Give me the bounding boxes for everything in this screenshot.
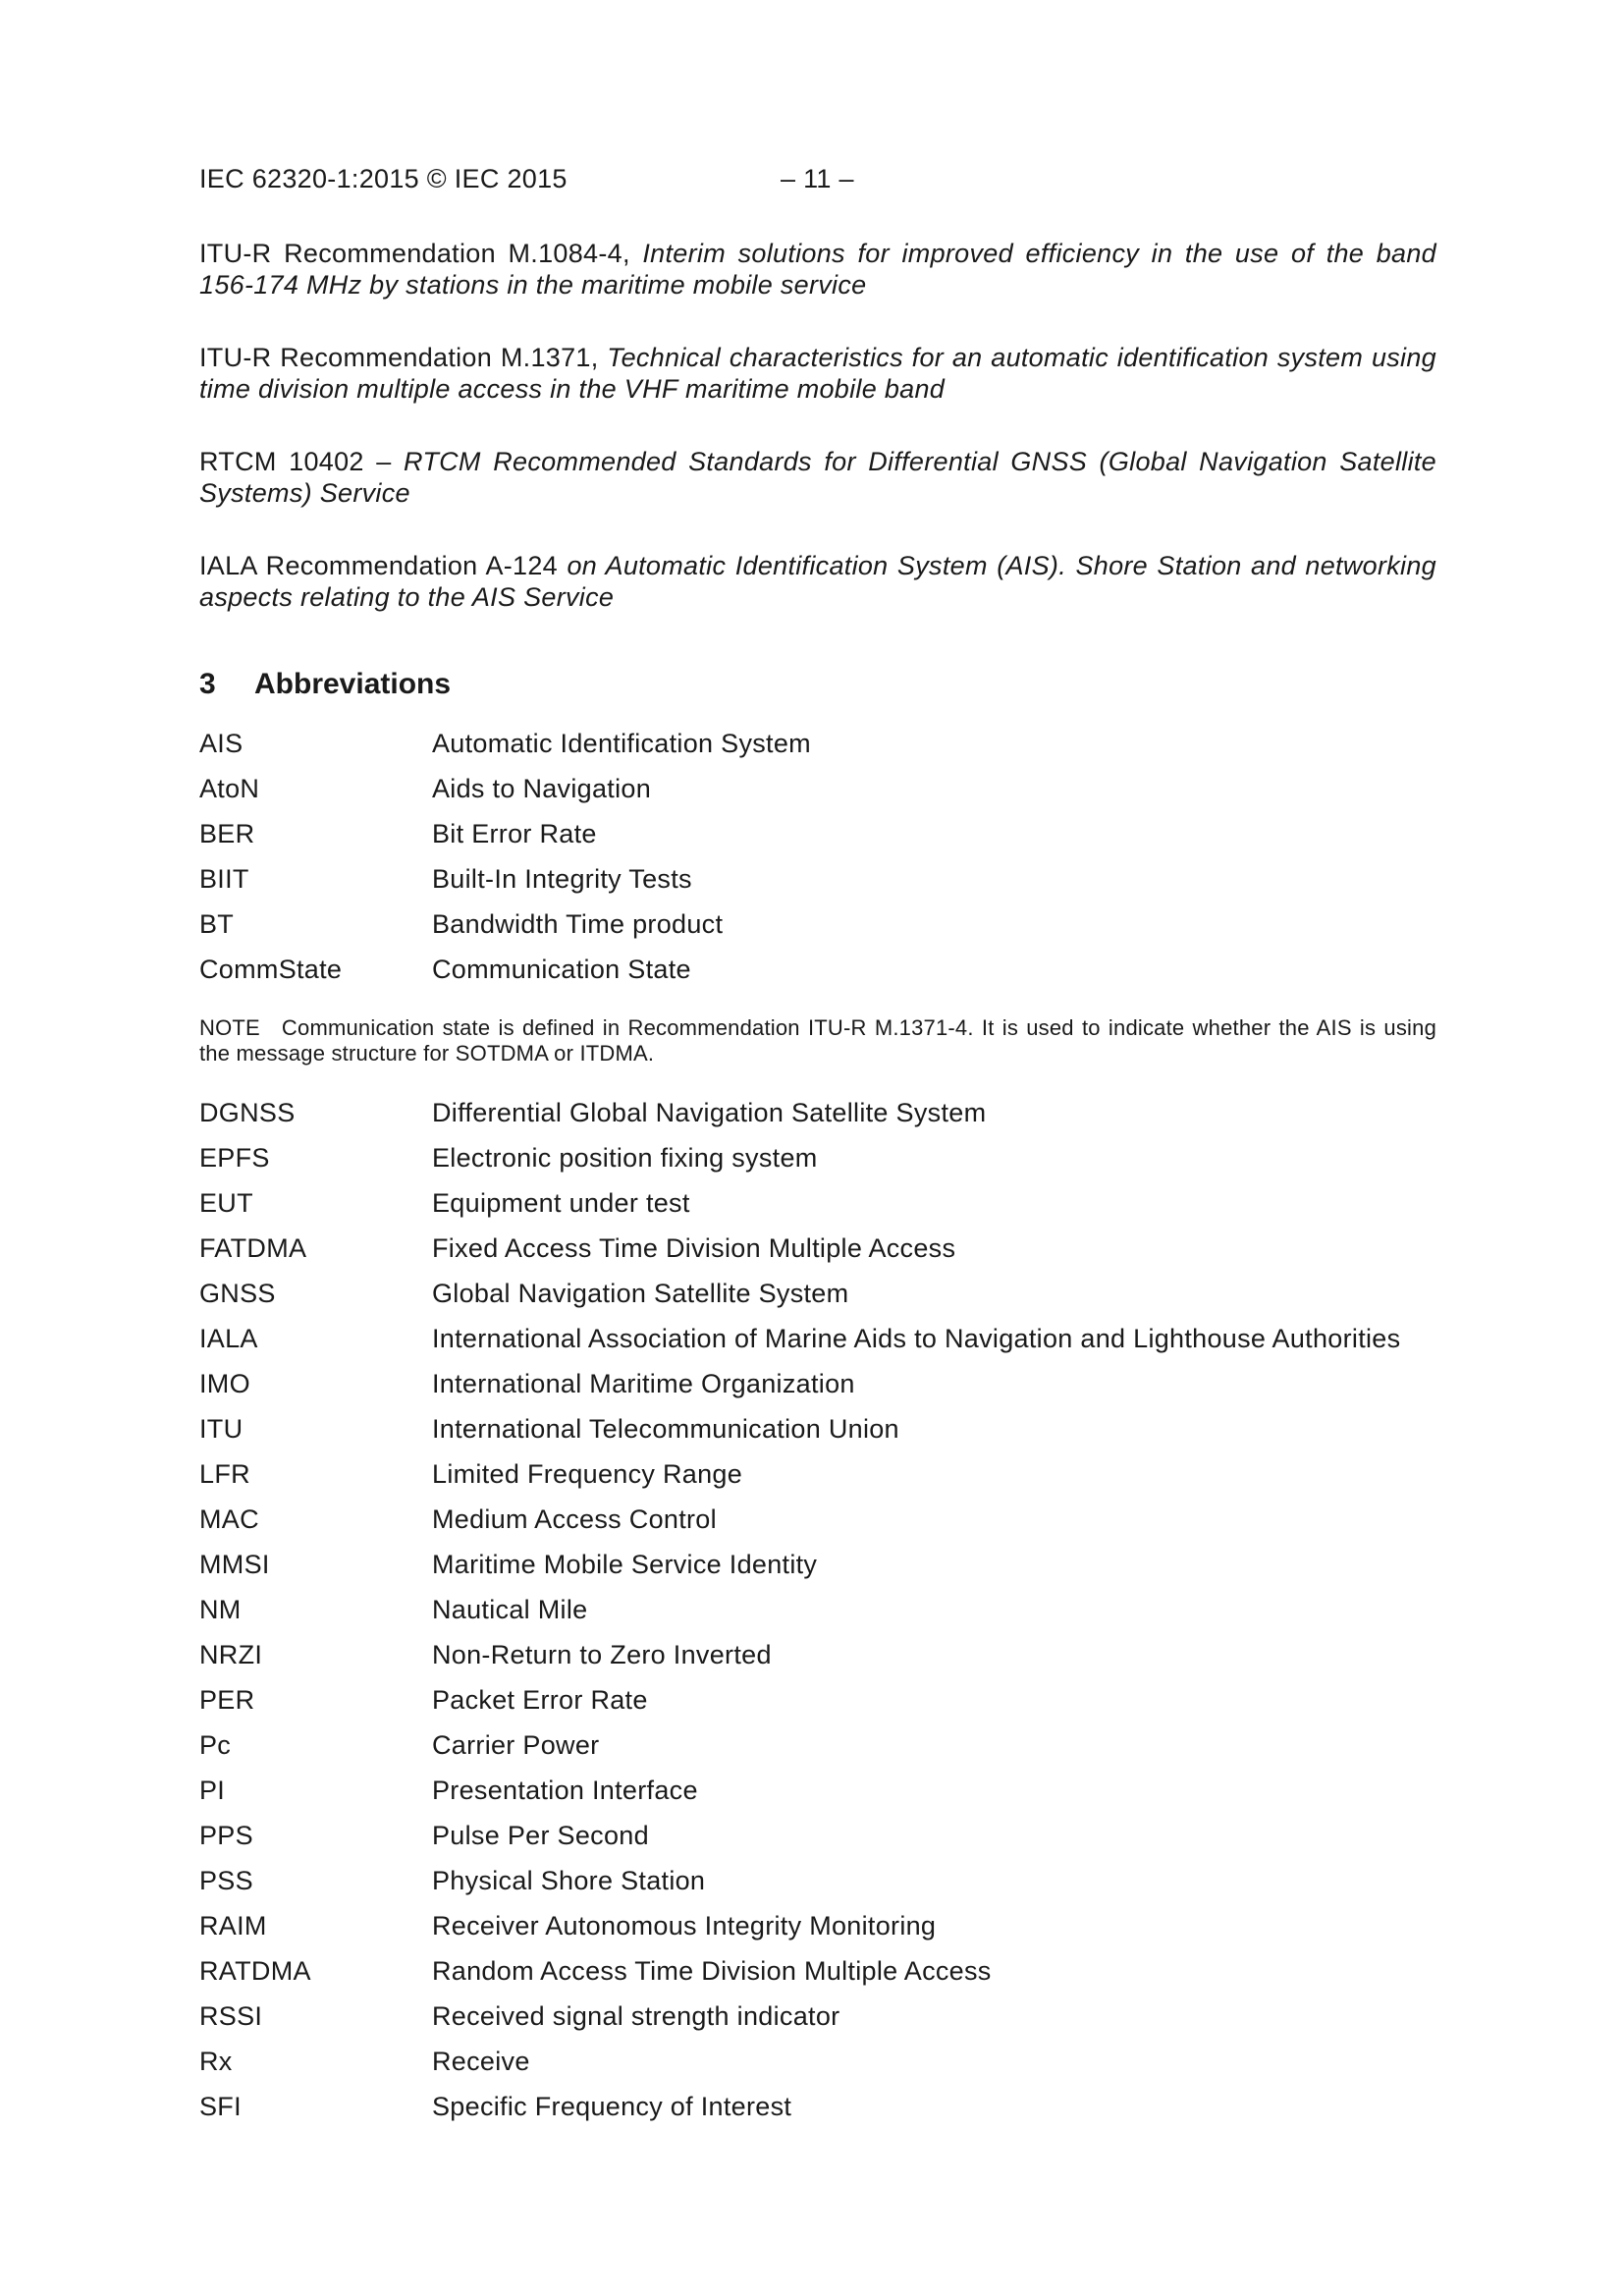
- abbreviation-term: DGNSS: [199, 1098, 296, 1127]
- abbreviation-term: EPFS: [199, 1143, 270, 1173]
- abbreviation-row: [199, 2091, 1436, 2122]
- abbreviation-row: [199, 954, 1436, 985]
- reference-lead: ITU-R Recommendation M.1084-4,: [199, 239, 643, 268]
- abbreviation-row: [199, 1458, 1436, 1490]
- abbreviation-row: [199, 818, 1436, 849]
- abbreviation-row: [199, 1729, 1436, 1761]
- abbreviation-row: [199, 1368, 1436, 1399]
- abbreviation-definition: Medium Access Control: [432, 1504, 717, 1534]
- abbreviation-definition: Nautical Mile: [432, 1595, 588, 1624]
- abbreviation-term: IALA: [199, 1324, 258, 1353]
- abbreviation-row: [199, 1910, 1436, 1941]
- abbreviation-term: RSSI: [199, 2001, 263, 2031]
- abbreviation-term: LFR: [199, 1459, 250, 1489]
- abbreviation-definition: Received signal strength indicator: [432, 2001, 840, 2031]
- abbreviation-definition: Fixed Access Time Division Multiple Access: [432, 1233, 956, 1263]
- abbreviation-row: [199, 1955, 1436, 1987]
- abbreviation-definition: Differential Global Navigation Satellite System: [432, 1098, 987, 1127]
- abbreviation-row: [199, 1594, 1436, 1625]
- abbreviation-definition: Aids to Navigation: [432, 774, 652, 803]
- abbreviation-definition: Presentation Interface: [432, 1776, 698, 1805]
- abbreviation-row: [199, 1549, 1436, 1580]
- reference-lead: ITU-R Recommendation M.1371,: [199, 343, 608, 372]
- abbreviation-definition: Non-Return to Zero Inverted: [432, 1640, 772, 1669]
- note-text: Communication state is defined in Recommendation ITU-R M.1371-4. It is used to indicate whether the AIS is using the message structure for SOTDMA or ITDMA.: [199, 1015, 1436, 1066]
- note-paragraph: [199, 1015, 1436, 1066]
- abbreviation-term: ITU: [199, 1414, 243, 1444]
- reference-title: RTCM Recommended Standards for Differential GNSS (Global Navigation Satellite Systems) Service: [199, 447, 1436, 508]
- abbreviation-row: [199, 1278, 1436, 1309]
- abbreviation-term: AtoN: [199, 774, 260, 803]
- abbreviation-definition: Pulse Per Second: [432, 1821, 649, 1850]
- abbreviation-definition: Carrier Power: [432, 1730, 600, 1760]
- abbreviation-term: MAC: [199, 1504, 259, 1534]
- abbreviation-row: [199, 1323, 1436, 1354]
- abbreviation-definition: Receiver Autonomous Integrity Monitoring: [432, 1911, 937, 1941]
- reference-item: [199, 550, 1436, 613]
- abbreviation-definition: Limited Frequency Range: [432, 1459, 743, 1489]
- page-number: – 11 –: [781, 164, 854, 193]
- abbreviation-term: MMSI: [199, 1550, 270, 1579]
- abbreviation-row: [199, 1413, 1436, 1445]
- abbreviation-term: BIIT: [199, 864, 249, 894]
- abbreviation-term: GNSS: [199, 1279, 276, 1308]
- abbreviation-definition: Packet Error Rate: [432, 1685, 648, 1715]
- abbreviation-definition: Electronic position fixing system: [432, 1143, 818, 1173]
- abbreviation-list: [199, 728, 1436, 999]
- section-number: 3: [199, 668, 216, 700]
- abbreviation-row: [199, 908, 1436, 940]
- abbreviation-row: [199, 2000, 1436, 2032]
- abbreviation-row: [199, 2046, 1436, 2077]
- abbreviation-term: PER: [199, 1685, 255, 1715]
- section-title: Abbreviations: [254, 668, 452, 700]
- abbreviation-row: [199, 1820, 1436, 1851]
- section-heading: [199, 667, 451, 702]
- abbreviation-term: Pc: [199, 1730, 232, 1760]
- abbreviation-term: RATDMA: [199, 1956, 311, 1986]
- abbreviation-definition: International Telecommunication Union: [432, 1414, 899, 1444]
- abbreviation-row: [199, 1775, 1436, 1806]
- abbreviation-definition: International Maritime Organization: [432, 1369, 855, 1398]
- abbreviation-row: [199, 1639, 1436, 1670]
- abbreviation-term: RAIM: [199, 1911, 267, 1941]
- abbreviation-term: PI: [199, 1776, 226, 1805]
- abbreviation-definition: Specific Frequency of Interest: [432, 2092, 792, 2121]
- abbreviation-definition: Random Access Time Division Multiple Access: [432, 1956, 992, 1986]
- abbreviation-definition: Receive: [432, 2047, 530, 2076]
- abbreviation-term: NRZI: [199, 1640, 263, 1669]
- abbreviation-term: Rx: [199, 2047, 233, 2076]
- abbreviation-definition: Built-In Integrity Tests: [432, 864, 692, 894]
- abbreviation-term: IMO: [199, 1369, 250, 1398]
- abbreviation-row: [199, 1503, 1436, 1535]
- abbreviation-term: PSS: [199, 1866, 253, 1895]
- abbreviation-term: BT: [199, 909, 235, 939]
- abbreviation-list: [199, 1097, 1436, 2136]
- abbreviation-definition: Communication State: [432, 955, 691, 984]
- abbreviation-definition: Physical Shore Station: [432, 1866, 706, 1895]
- abbreviation-term: EUT: [199, 1188, 253, 1218]
- reference-title: Interim solutions for improved efficiency in the use of the band 156-174 MHz by stations in the maritime mobile service: [199, 239, 1436, 300]
- note-label: NOTE: [199, 1015, 260, 1040]
- reference-title: Technical characteristics for an automatic identification system using time division multiple access in the VHF maritime mobile band: [199, 343, 1436, 404]
- abbreviation-row: [199, 1142, 1436, 1174]
- abbreviation-term: SFI: [199, 2092, 242, 2121]
- abbreviation-definition: Maritime Mobile Service Identity: [432, 1550, 818, 1579]
- reference-title: on Automatic Identification System (AIS). Shore Station and networking aspects relating to the AIS Service: [199, 551, 1436, 612]
- abbreviation-row: [199, 863, 1436, 895]
- abbreviation-row: [199, 1097, 1436, 1128]
- abbreviation-row: [199, 1684, 1436, 1716]
- abbreviation-definition: International Association of Marine Aids to Navigation and Lighthouse Authorities: [432, 1324, 1401, 1353]
- reference-lead: IALA Recommendation A-124: [199, 551, 568, 580]
- abbreviation-term: BER: [199, 819, 255, 848]
- abbreviation-row: [199, 728, 1436, 759]
- abbreviation-definition: Bandwidth Time product: [432, 909, 724, 939]
- abbreviation-term: FATDMA: [199, 1233, 307, 1263]
- abbreviation-definition: Bit Error Rate: [432, 819, 597, 848]
- abbreviation-term: CommState: [199, 955, 343, 984]
- abbreviation-term: AIS: [199, 729, 243, 758]
- abbreviation-row: [199, 1865, 1436, 1896]
- abbreviation-row: [199, 1232, 1436, 1264]
- abbreviation-definition: Equipment under test: [432, 1188, 690, 1218]
- abbreviation-definition: Global Navigation Satellite System: [432, 1279, 849, 1308]
- reference-item: [199, 446, 1436, 509]
- abbreviation-term: NM: [199, 1595, 242, 1624]
- abbreviation-row: [199, 773, 1436, 804]
- standard-identifier: IEC 62320-1:2015 © IEC 2015: [199, 164, 568, 193]
- reference-item: [199, 238, 1436, 301]
- abbreviation-term: PPS: [199, 1821, 253, 1850]
- normative-references: [199, 238, 1436, 654]
- reference-lead: RTCM 10402 –: [199, 447, 405, 476]
- abbreviation-definition: Automatic Identification System: [432, 729, 811, 758]
- reference-item: [199, 342, 1436, 405]
- abbreviation-row: [199, 1187, 1436, 1219]
